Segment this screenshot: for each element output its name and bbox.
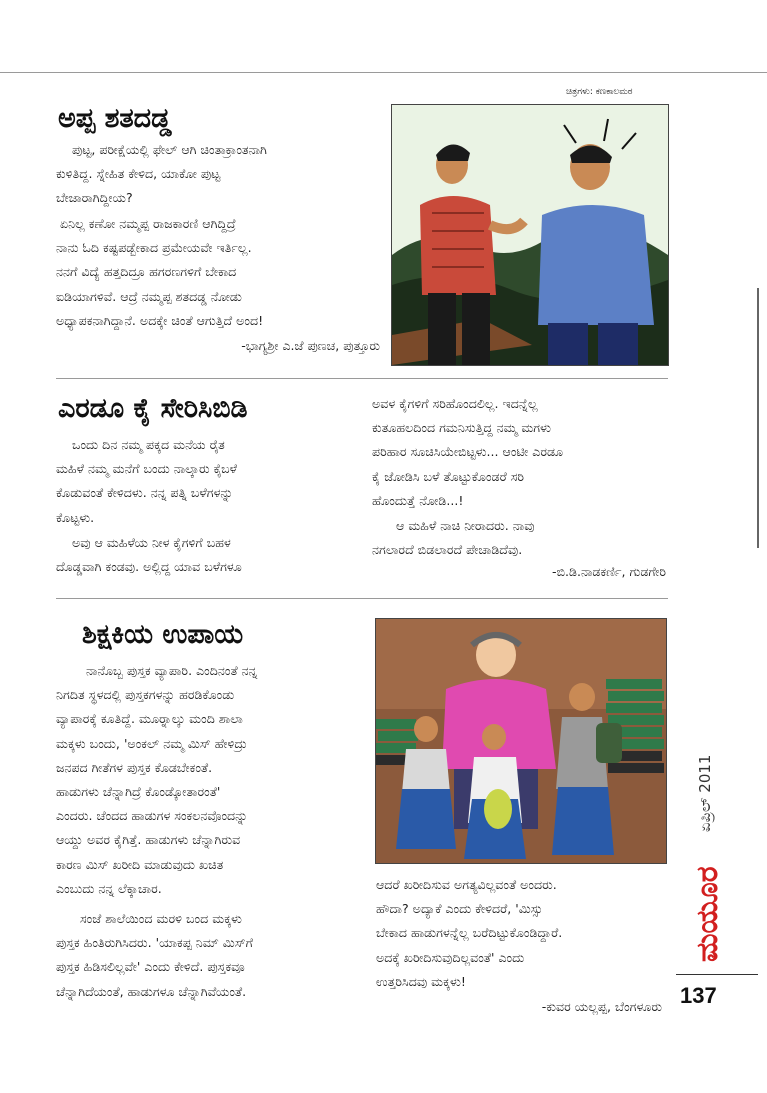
- story-2-right-paragraph-1: ಅವಳ ಕೈಗಳಿಗೆ ಸರಿಹೊಂದಲಿಲ್ಲ. ಇದನ್ನೆಲ್ಲ ಕುತೂಹಲದಿಂದ ಗಮನಿಸುತ್ತಿದ್ದ ನಮ್ಮ ಮಗಳು ಪರಿಹಾರ ಸೂಚಿಸಿಯೇಬಿಟ್ಟಳು... ಆಂಟೀ ಎರಡೂ ಕೈ ಜೋಡಿಸಿ ಬಳೆ ತೊಟ್ಟುಕೊಂಡರೆ ಸರಿ ಹೊಂದುತ್ತೆ ನೋಡಿ...!: [372, 396, 564, 508]
- story-2-right-paragraph-2: ಆ ಮಹಿಳೆ ನಾಚಿ ನೀರಾದರು. ನಾವು ನಗಲಾರದೆ ಬಿಡಲಾರದೆ ಪೇಚಾಡಿದೆವು.: [372, 518, 535, 558]
- page-number-rule: [676, 974, 758, 975]
- top-rule: [0, 72, 767, 73]
- story-3-left-paragraph-2: ಸಂಜೆ ಶಾಲೆಯಿಂದ ಮರಳಿ ಬಂದ ಮಕ್ಕಳು ಪುಸ್ತಕ ಹಿಂತಿರುಗಿಸಿದರು. 'ಯಾಕಪ್ಪ ನಿಮ್ ಮಿಸ್‌ಗೆ ಪುಸ್ತಕ ಹಿಡಿಸಲಿಲ್ಲವೇ' ಎಂದು ಕೇಳಿದೆ. ಪುಸ್ತಕವೂ ಚೆನ್ನಾಗಿದೆಯಂತೆ, ಹಾಡುಗಳೂ ಚೆನ್ನಾಗಿವೆಯಂತೆ.: [56, 911, 253, 999]
- story-3-left-paragraph-1: ನಾನೊಬ್ಬ ಪುಸ್ತಕ ವ್ಯಾಪಾರಿ. ಎಂದಿನಂತೆ ನನ್ನ ನಿಗದಿತ ಸ್ಥಳದಲ್ಲಿ ಪುಸ್ತಕಗಳನ್ನು ಹರಡಿಕೊಂಡು ವ್ಯಾಪಾರಕ್ಕೆ ಕೂತಿದ್ದೆ. ಮೂರ‍್ನಾಲ್ಕು ಮಂದಿ ಶಾಲಾ ಮಕ್ಕಳು ಬಂದು, 'ಅಂಕಲ್ ನಮ್ಮ ಮಿಸ್ ಹೇಳಿದ್ರು ಜನಪದ ಗೀತೆಗಳ ಪುಸ್ತಕ ಕೊಡಬೇಕಂತೆ. ಹಾಡುಗಳು ಚೆನ್ನಾಗಿದ್ರೆ ಕೊಂಡ್ಕೋತಾರಂತೆ' ಎಂದರು. ಚೆಂದದ ಹಾಡುಗಳ ಸಂಕಲನವೊಂದನ್ನು ಆಯ್ದು ಅವರ ಕೈಗಿತ್ತೆ. ಹಾಡುಗಳು ಚೆನ್ನಾಗಿರುವ ಕಾರಣ ಮಿಸ್ ಖರೀದಿ ಮಾಡುವುದು ಖಚಿತ ಎಂಬುದು ನನ್ನ ಲೆಕ್ಕಾಚಾರ.: [56, 663, 258, 896]
- story-1-illustration: [391, 104, 669, 366]
- story-3-signature: -ಕುವರ ಯಲ್ಲಪ್ಪ, ಬೆಂಗಳೂರು: [541, 999, 662, 1014]
- story-2-title: ಎರಡೂ ಕೈ ಸೇರಿಸಿಬಿಡಿ: [58, 393, 248, 424]
- story-1-paragraph-2: ಏನಿಲ್ಲ ಕಣೋ ನಮ್ಮಪ್ಪ ರಾಜಕಾರಣಿ ಆಗಿದ್ದಿದ್ರೆ ನಾನು ಓದಿ ಕಷ್ಟಪಡ್ಬೇಕಾದ ಪ್ರಮೇಯವೇ ಇರ್ತಿಲ್ಲ. ನನಗೆ ವಿದ್ಯೆ ಹತ್ತದಿದ್ರೂ ಹಗರಣಗಳಿಗೆ ಬೇಕಾದ ಐಡಿಯಾಗಳಿವೆ. ಆದ್ರೆ ನಮ್ಮಪ್ಪ ಶತದಡ್ಡ ನೋಡು ಅಧ್ಯಾಪಕನಾಗಿದ್ದಾನೆ. ಅದಕ್ಕೇ ಚಿಂತೆ ಆಗುತ್ತಿದೆ ಅಂದ!: [56, 216, 264, 328]
- story-2-divider: [56, 598, 668, 599]
- illustration-credit: ಚಿತ್ರಗಳು: ಕಣಕಾಲಮಠ: [566, 87, 633, 97]
- magazine-logo: ಮಯೂರ: [690, 866, 725, 962]
- story-2-left-paragraph-1: ಒಂದು ದಿನ ನಮ್ಮ ಪಕ್ಕದ ಮನೆಯ ರೈತ ಮಹಿಳೆ ನಮ್ಮ ಮನೆಗೆ ಬಂದು ನಾಲ್ಕಾರು ಕೈಬಳೆ ಕೊಡುವಂತೆ ಕೇಳಿದಳು. ನನ್ನ ಪತ್ನಿ ಬಳೆಗಳನ್ನು ಕೊಟ್ಟಳು.: [56, 437, 237, 525]
- story-1-paragraph-1: ಪುಟ್ಟ, ಪರೀಕ್ಷೆಯಲ್ಲಿ ಫೇಲ್ ಆಗಿ ಚಿಂತಾಕ್ರಾಂತನಾಗಿ ಕುಳಿತಿದ್ದ. ಸ್ನೇಹಿತ ಕೇಳಿದ, ಯಾಕೋ ಪುಟ್ಟ ಬೇಜಾರಾಗಿದ್ದೀಯ?: [56, 142, 267, 206]
- story-2-signature: -ಬಿ.ಡಿ.ನಾಡಕರ್ಣಿ, ಗುಡಗೇರಿ: [552, 564, 666, 579]
- story-1-divider: [56, 378, 668, 379]
- issue-date: ಏಪ್ರಿಲ್ 2011: [696, 754, 714, 832]
- story-3-illustration: [375, 618, 667, 864]
- story-3-right-paragraph-1: ಆದರೆ ಖರೀದಿಸುವ ಅಗತ್ಯವಿಲ್ಲವಂತೆ ಅಂದರು. ಹೌದಾ? ಅದ್ಯಾಕೆ ಎಂದು ಕೇಳಿದರೆ, 'ಮಿಸ್ಸು ಬೇಕಾದ ಹಾಡುಗಳನ್ನೆಲ್ಲ ಬರೆದಿಟ್ಟುಕೊಂಡಿದ್ದಾರೆ. ಅದಕ್ಕೆ ಖರೀದಿಸುವುದಿಲ್ಲವಂತೆ' ಎಂದು ಉತ್ತರಿಸಿದವು ಮಕ್ಕಳು!: [376, 877, 563, 989]
- page-number: 137: [680, 983, 717, 1008]
- side-margin-line: [757, 288, 759, 548]
- story-2-left-paragraph-2: ಅವು ಆ ಮಹಿಳೆಯ ನೀಳ ಕೈಗಳಿಗೆ ಬಹಳ ದೊಡ್ಡವಾಗಿ ಕಂಡವು. ಅಲ್ಲಿದ್ದ ಯಾವ ಬಳೆಗಳೂ: [56, 535, 242, 575]
- story-3-title: ಶಿಕ್ಷಕಿಯ ಉಪಾಯ: [82, 619, 244, 650]
- story-1-signature: -ಭಾಗ್ಯಶ್ರೀ ಎ.ಜೆ ಪುಣಚ, ಪುತ್ತೂರು: [241, 338, 380, 353]
- story-1-title: ಅಪ್ಪ ಶತದಡ್ಡ: [58, 103, 172, 134]
